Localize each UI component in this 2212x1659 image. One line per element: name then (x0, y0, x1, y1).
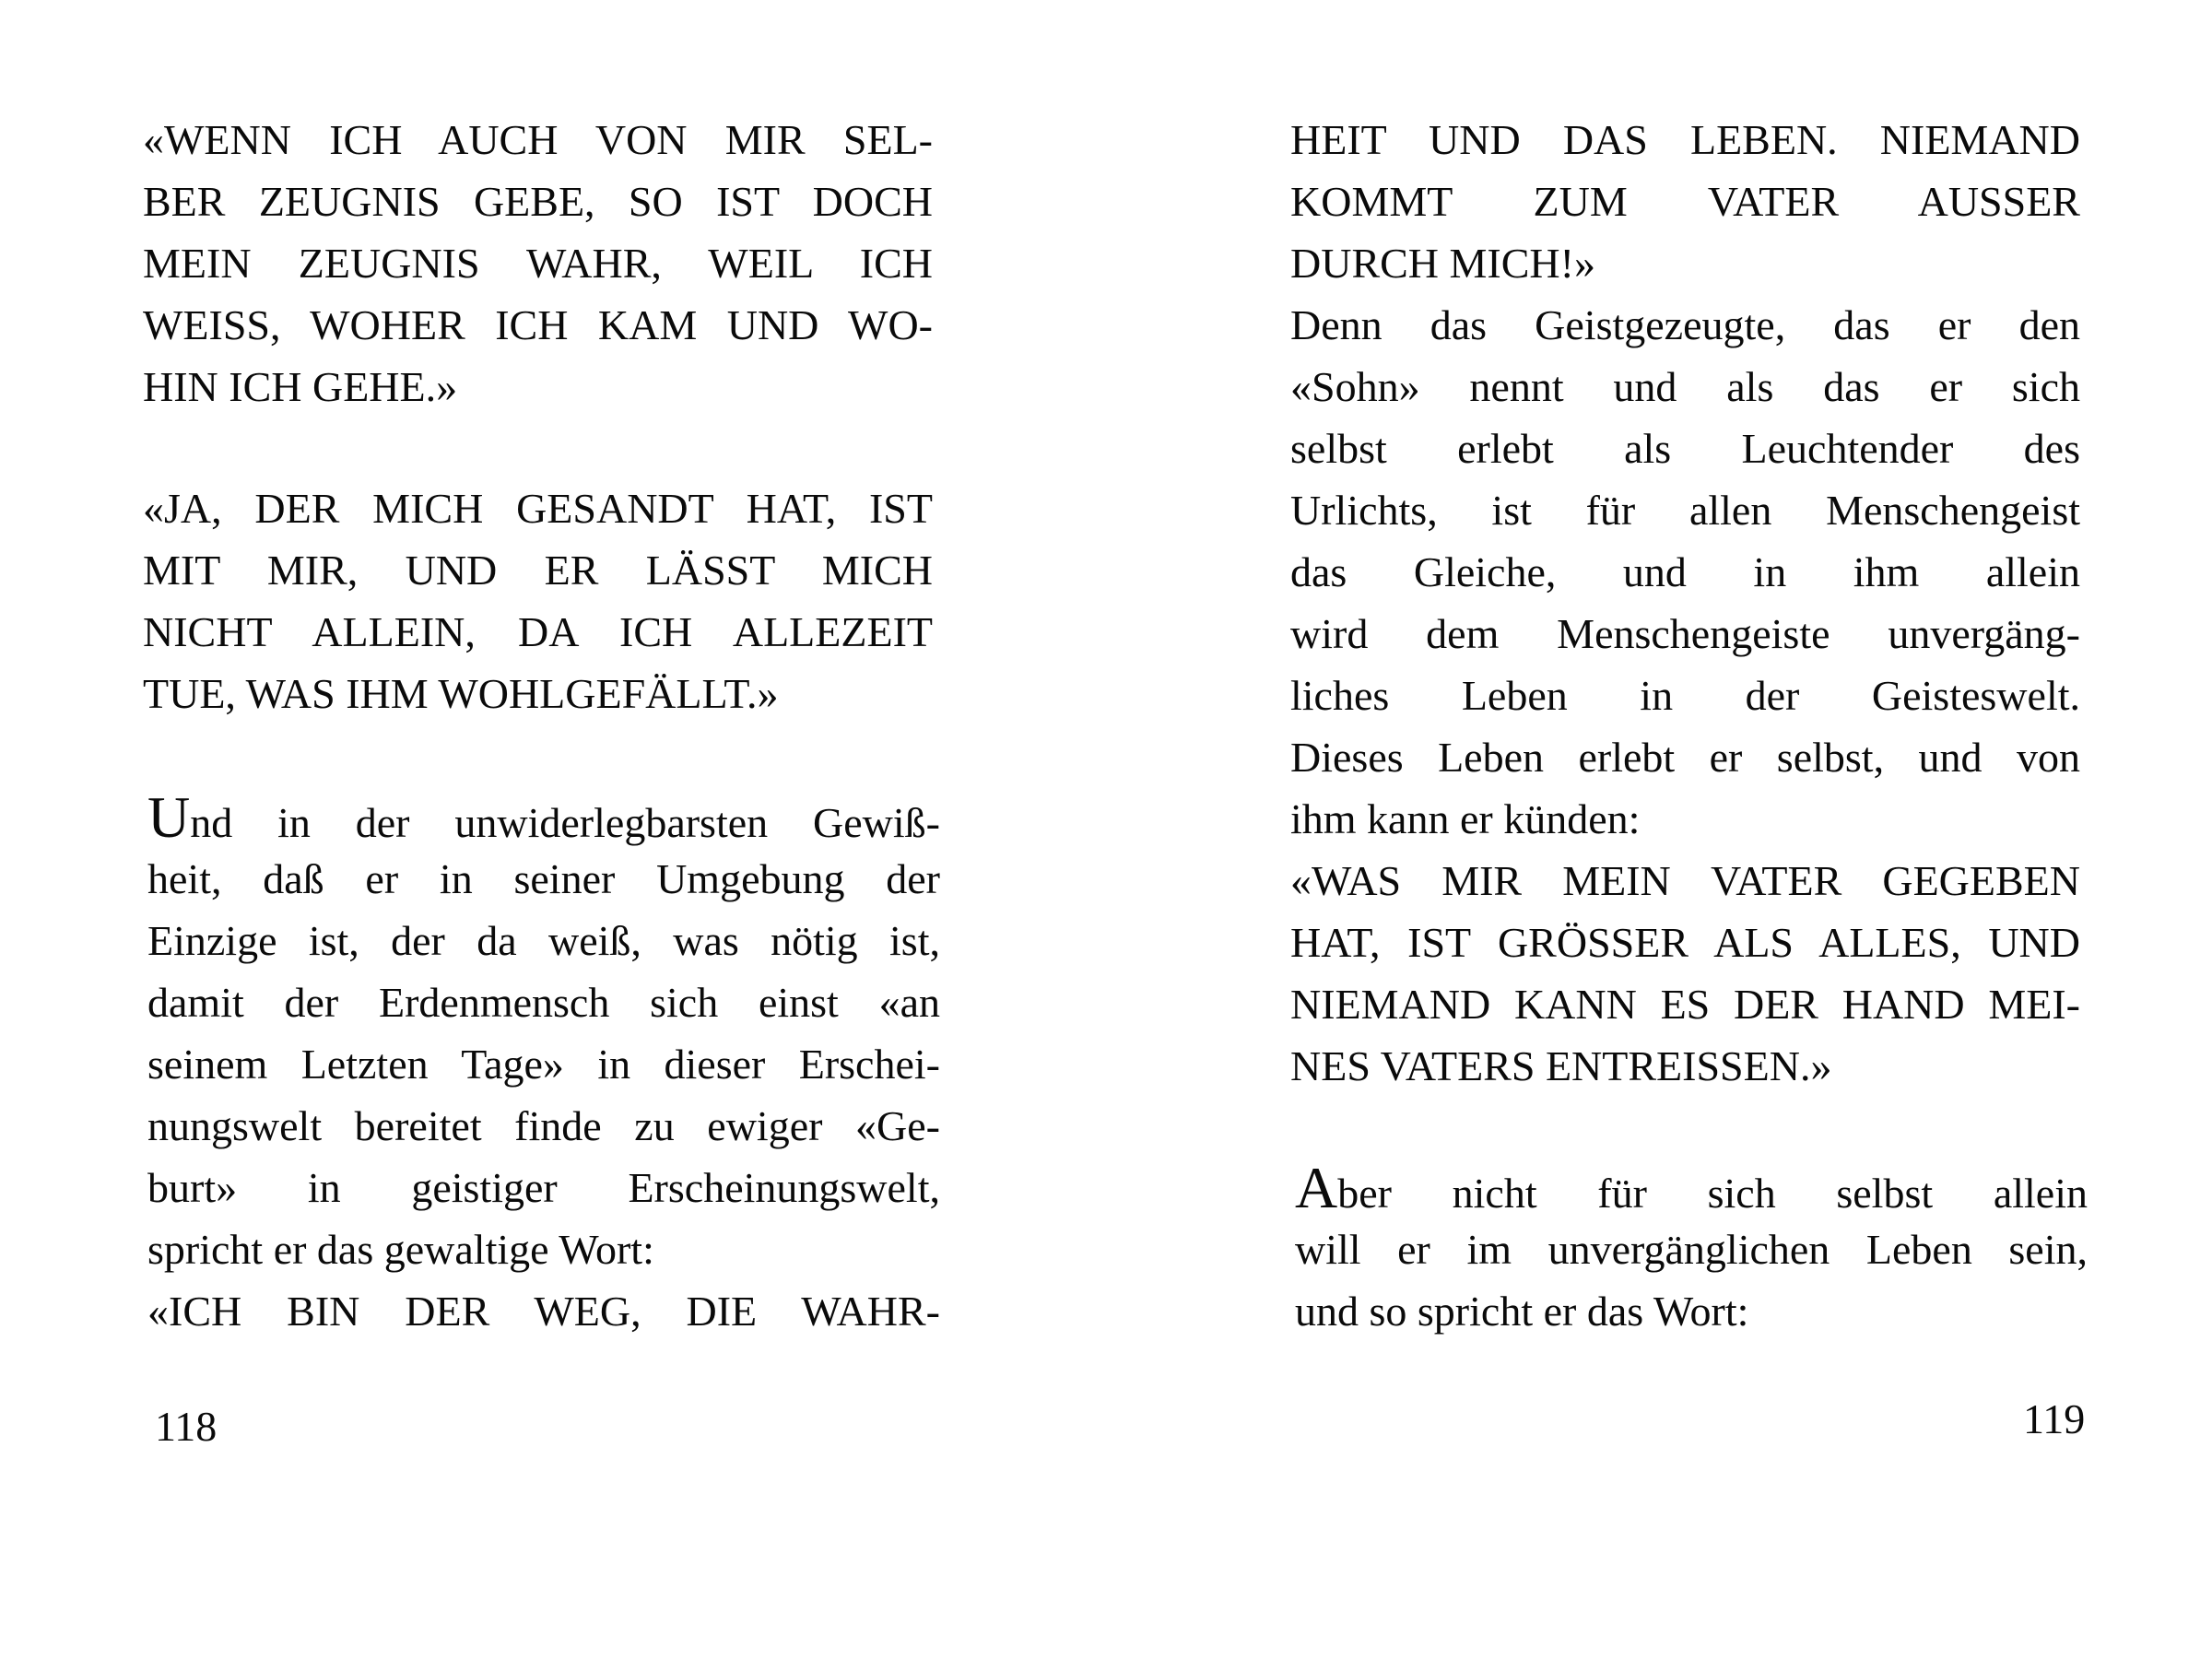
text-line: das Gleiche, und in ihm allein (1290, 548, 2080, 595)
text-line: will er im unvergänglichen Leben sein, (1295, 1226, 2088, 1273)
left-body-paragraph (147, 786, 940, 1342)
text-line: MEIN ZEUGNIS WAHR, WEIL ICH (143, 240, 933, 287)
text-line: Einzige ist, der da weiß, was nötig ist, (147, 917, 940, 964)
text-line: Urlichts, ist für allen Menschengeist (1290, 487, 2080, 534)
text-line: HAT, IST GRÖSSER ALS ALLES, UND (1290, 919, 2080, 966)
text-line: Dieses Leben erlebt er selbst, und von (1290, 734, 2080, 781)
left-quote-paragraph-1 (143, 109, 933, 418)
text-line: «WAS MIR MEIN VATER GEGEBEN (1290, 857, 2080, 904)
text-line: spricht er das gewaltige Wort: (147, 1226, 654, 1273)
text-line: damit der Erdenmensch sich einst «an (147, 979, 940, 1026)
drop-initial: U (147, 784, 191, 850)
text-line: NIEMAND KANN ES DER HAND MEI- (1290, 981, 2080, 1028)
text-line: NES VATERS ENTREISSEN.» (1290, 1042, 1832, 1089)
text-line: selbst erlebt als Leuchtender des (1290, 425, 2080, 472)
text-line: liches Leben in der Geisteswelt. (1290, 672, 2080, 719)
text-line: KOMMT ZUM VATER AUSSER (1290, 178, 2080, 225)
text-line: und so spricht er das Wort: (1295, 1288, 1749, 1335)
text-line: «WENN ICH AUCH VON MIR SEL- (143, 116, 933, 163)
text-line: «JA, DER MICH GESANDT HAT, IST (143, 485, 933, 532)
right-page (1106, 0, 2212, 1659)
left-quote-paragraph-2 (143, 477, 933, 724)
text-line: «ICH BIN DER WEG, DIE WAHR- (147, 1288, 940, 1335)
text-line: «Sohn» nennt und als das er sich (1290, 363, 2080, 410)
text-line: WEISS, WOHER ICH KAM UND WO- (143, 301, 933, 348)
text-line: Denn das Geistgezeugte, das er den (1290, 301, 2080, 348)
text-line: heit, daß er in seiner Umgebung der (147, 855, 940, 902)
text-line (147, 786, 940, 848)
text-line: HIN ICH GEHE.» (143, 363, 458, 410)
right-body-paragraph-1 (1290, 109, 2080, 1097)
drop-initial: A (1295, 1155, 1338, 1220)
text-line: HEIT UND DAS LEBEN. NIEMAND (1290, 116, 2080, 163)
text-line-rest: nd in der unwiderlegbarsten Gewiß- (190, 799, 940, 846)
text-line: BER ZEUGNIS GEBE, SO IST DOCH (143, 178, 933, 225)
page-number: 118 (155, 1403, 218, 1450)
text-line (1295, 1157, 2088, 1218)
text-line: nungswelt bereitet finde zu ewiger «Ge- (147, 1102, 940, 1149)
text-line: burt» in geistiger Erscheinungswelt, (147, 1164, 940, 1211)
text-line: MIT MIR, UND ER LÄSST MICH (143, 547, 933, 594)
page-number: 119 (2023, 1395, 2086, 1442)
right-body-paragraph-2 (1295, 1157, 2088, 1342)
text-line: wird dem Menschengeiste unvergäng- (1290, 610, 2080, 657)
text-line: NICHT ALLEIN, DA ICH ALLEZEIT (143, 608, 933, 655)
text-line: DURCH MICH!» (1290, 240, 1595, 287)
text-line-rest: ber nicht für sich selbst allein (1337, 1170, 2088, 1217)
text-line: seinem Letzten Tage» in dieser Erschei- (147, 1041, 940, 1088)
text-line: TUE, WAS IHM WOHLGEFÄLLT.» (143, 670, 779, 717)
text-line: ihm kann er künden: (1290, 795, 1641, 842)
